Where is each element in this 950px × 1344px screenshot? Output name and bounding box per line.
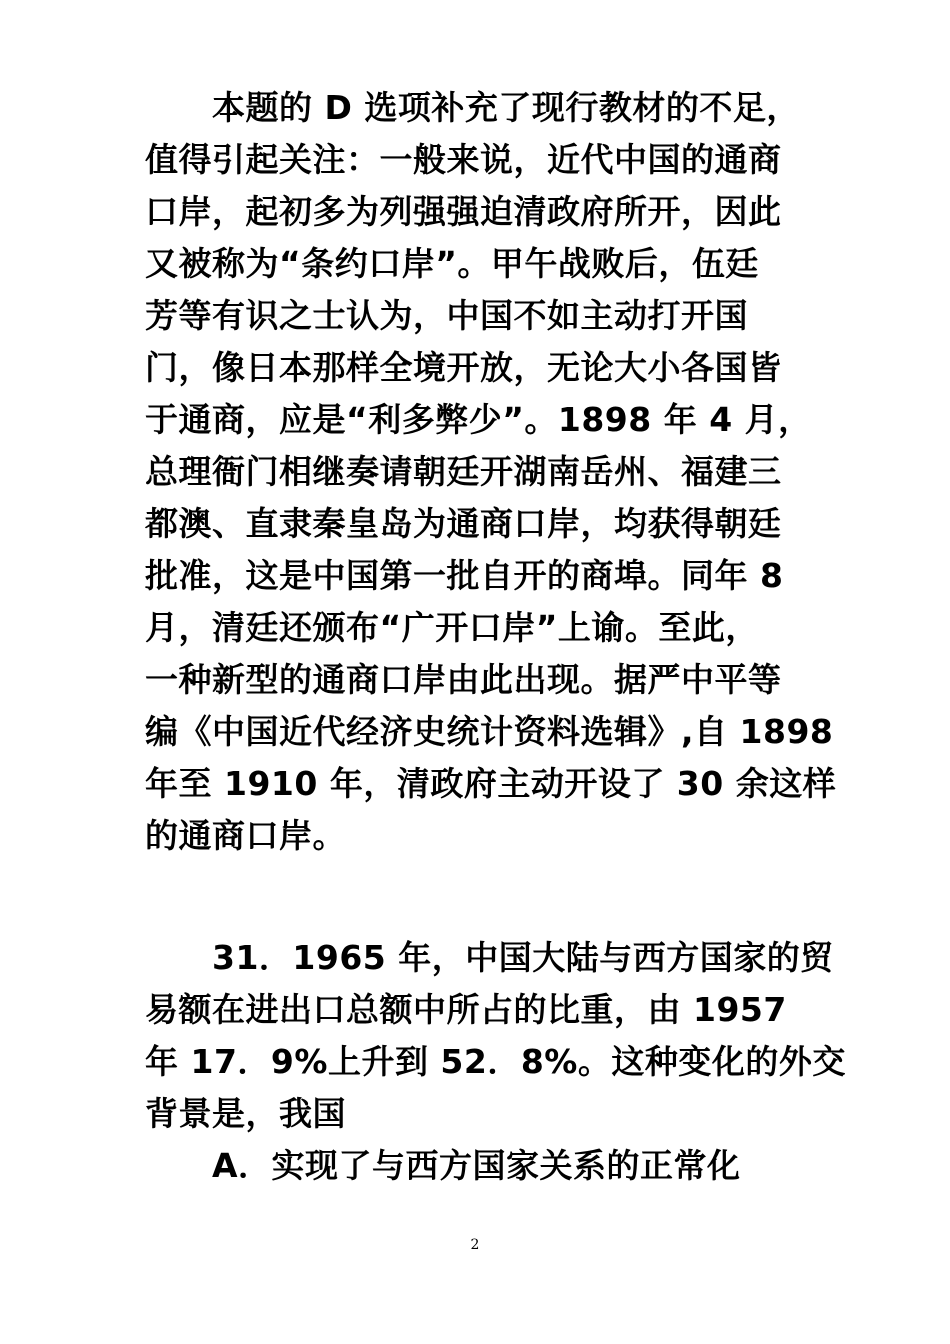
paragraph-line: 批准，这是中国第一批自开的商埠。同年 8	[145, 556, 784, 595]
paragraph-line: 芳等有识之士认为，中国不如主动打开国	[145, 296, 748, 335]
paragraph-line: 值得引起关注：一般来说，近代中国的通商	[145, 140, 782, 179]
paragraph-line: 门，像日本那样全境开放，无论大小各国皆	[145, 348, 782, 387]
page-number: 2	[470, 1237, 480, 1253]
question-line: 年 17．9%上升到 52．8%。这种变化的外交	[145, 1042, 846, 1081]
question-line: 31．1965 年，中国大陆与西方国家的贸	[212, 938, 834, 977]
question-line: 易额在进出口总额中所占的比重，由 1957	[145, 990, 787, 1029]
paragraph-line: 月，清廷还颁布“广开口岸”上谕。至此，	[145, 608, 759, 647]
question-line: 背景是，我国	[145, 1094, 346, 1133]
paragraph-line: 的通商口岸。	[145, 816, 346, 855]
option-a: A．实现了与西方国家关系的正常化	[212, 1146, 741, 1185]
paragraph-line: 年至 1910 年，清政府主动开设了 30 余这样	[145, 764, 837, 803]
paragraph-line: 编《中国近代经济史统计资料选辑》,自 1898	[145, 712, 834, 751]
paragraph-line: 都澳、直隶秦皇岛为通商口岸，均获得朝廷	[145, 504, 782, 543]
paragraph-line: 一种新型的通商口岸由此出现。据严中平等	[145, 660, 782, 699]
paragraph-line: 又被称为“条约口岸”。甲午战败后，伍廷	[145, 244, 759, 283]
paragraph-line: 本题的 D 选项补充了现行教材的不足，	[212, 88, 800, 127]
paragraph-line: 总理衙门相继奏请朝廷开湖南岳州、福建三	[145, 452, 782, 491]
paragraph-line: 口岸，起初多为列强强迫清政府所开，因此	[145, 192, 782, 231]
paragraph-line: 于通商，应是“利多弊少”。1898 年 4 月，	[145, 400, 812, 439]
